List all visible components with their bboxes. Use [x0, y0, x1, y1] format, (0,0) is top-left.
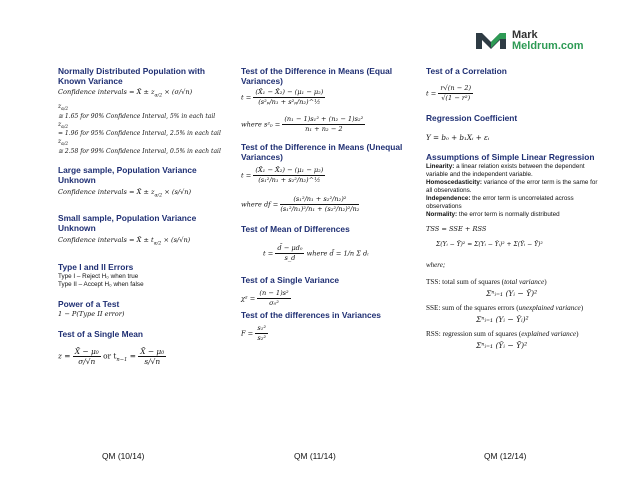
formula-ci-known-text: Confidence intervals = X̄ ± z [58, 88, 155, 96]
formula-lhs: F = [241, 329, 254, 338]
z-label-99 [58, 138, 230, 148]
z-value-95: = 1.96 for 95% Confidence Interval, 2.5% in each tail [58, 130, 221, 138]
formula-tail: × (σ/√n) [164, 88, 193, 96]
z-symbol: z [58, 120, 62, 128]
assumption-linearity [426, 163, 604, 179]
fraction-denominator: σ₀² [269, 299, 279, 307]
formula-tss-decomposition: TSS = SSE + RSS [426, 225, 487, 233]
fraction [438, 84, 473, 103]
formula-or: or t [103, 351, 117, 361]
column-qm11 [241, 62, 417, 343]
fraction-numerator: X̄ − μ₀ [74, 347, 99, 357]
logo-line1: Mark [512, 29, 538, 41]
assumption-term: Normality: [426, 211, 458, 218]
heading-diff-means-unequal: Test of the Difference in Means (Unequal Variances) [241, 142, 403, 162]
fraction-numerator: (s₁²/n₁ + s₂²/n₂)² [280, 195, 359, 205]
definition-emphasis: unexplained variance [518, 304, 581, 312]
formula-lhs: χ² = [241, 294, 256, 303]
definition-label: SSE: sum of the squares errors ( [426, 304, 519, 312]
assumption-term: Homoscedasticity: [426, 179, 482, 186]
formula-f-test [241, 324, 417, 343]
z-symbol: z [58, 138, 62, 146]
z-label-95 [58, 121, 230, 131]
z-label-90 [58, 103, 230, 113]
heading-regression: Regression Coefficient [426, 113, 518, 123]
sse-definition [426, 304, 604, 313]
z-sub: α/2 [61, 106, 69, 112]
fraction-numerator: s₁² [257, 324, 266, 332]
formula-sub: α/2 [154, 193, 163, 199]
formula-regression: Y = b₀ + b₁Xᵢ + εᵢ [426, 133, 490, 142]
column-qm12 [426, 62, 604, 352]
heading-small-sample: Small sample, Population Variance Unknown [58, 212, 197, 233]
formula-chi-square [241, 289, 417, 308]
heading-large-sample: Large sample, Population Variance Unknown [58, 165, 197, 186]
type-i-error: Type I – Reject H₀ when true [58, 273, 139, 281]
formula-sse: Σⁿᵢ₌₁ (Yᵢ − Ŷᵢ)² [476, 315, 529, 324]
fraction-denominator: (s₁²/n₁)²/n₁ + (s₂²/n₂)²/n₂ [280, 205, 360, 213]
fraction-numerator: X̄ − μ₀ [140, 347, 165, 357]
fraction [138, 347, 166, 366]
page-label-qm10: QM (10/14) [102, 451, 145, 461]
fraction-denominator: s_d̄ [284, 254, 296, 262]
fraction-numerator: (X̄₁ − X̄₂) − (μ₁ − μ₂) [255, 166, 324, 174]
logo-line2: Meldrum.com [512, 40, 584, 52]
brand-logo[interactable] [476, 30, 584, 52]
z-value-99: ≅ 2.58 for 99% Confidence Interval, 0.5% in each tail [58, 147, 221, 155]
z-sub: α/2 [61, 141, 69, 147]
formula-ci-known [58, 88, 230, 100]
formula-equals: = [129, 351, 136, 361]
logo-text [512, 30, 584, 52]
heading-diff-means-equal: Test of the Difference in Means (Equal Variances) [241, 66, 393, 86]
fraction-denominator: (s₁²/n₁ + s₂²/n₂)^½ [258, 176, 321, 184]
heading-type-errors: Type I and II Errors [58, 262, 134, 273]
fraction [253, 166, 325, 185]
fraction [275, 244, 304, 263]
definition-end: ) [544, 278, 547, 286]
formula-lhs: where df = [241, 200, 279, 209]
heading-single-variance: Test of a Single Variance [241, 275, 340, 285]
formula-sum-squares: Σ(Yᵢ − Ȳ)² = Σ(Yᵢ − Ŷᵢ)² + Σ(Ŷᵢ − Ȳ)² [436, 241, 543, 248]
formula-tail: × (s/√n) [164, 188, 192, 197]
formula-lhs: t = [241, 171, 252, 180]
formula-mean-differences [241, 244, 417, 263]
type-ii-error: Type II – Accept H₀ when false [58, 281, 144, 289]
page-label-qm12: QM (12/14) [484, 451, 527, 461]
formula-sub: n−1 [116, 357, 128, 364]
formula-lhs: t = [426, 89, 437, 98]
formula-power: 1 − P(Type II error) [58, 310, 125, 319]
where-label: where; [426, 261, 446, 269]
assumption-normality [426, 211, 604, 219]
fraction-numerator: (n − 1)s² [259, 289, 289, 297]
formula-t-unequal [241, 166, 417, 185]
z-value-90: ≅ 1.65 for 90% Confidence Interval, 5% in each tail [58, 113, 216, 121]
heading-correlation: Test of a Correlation [426, 66, 507, 76]
fraction [253, 88, 325, 107]
page-label-qm11: QM (11/14) [294, 451, 336, 461]
tss-definition [426, 278, 604, 287]
formula-rhs: 1/n Σ dᵢ [343, 249, 369, 258]
definition-label: TSS: total sum of squares ( [426, 278, 505, 286]
formula-tss: Σⁿᵢ₌₁ (Yᵢ − Ȳ)² [486, 289, 538, 298]
heading-diff-variances: Test of the differences in Variances [241, 310, 381, 320]
formula-lhs: where s²ₚ = [241, 120, 281, 129]
formula-single-mean [58, 347, 230, 366]
assumption-text: the error term is uncorrelated across observations [426, 195, 574, 210]
formula-sub: α/2 [154, 93, 163, 99]
definition-end: ) [580, 304, 584, 312]
formula-ci-large [58, 188, 230, 200]
fraction [280, 195, 359, 214]
formula-pooled-variance [241, 115, 417, 134]
formula-df [241, 195, 417, 214]
heading-single-mean: Test of a Single Mean [58, 329, 144, 340]
formula-text: Confidence intervals = X̄ ± t [58, 235, 154, 244]
fraction [282, 115, 365, 134]
formula-lhs: t = [241, 93, 252, 102]
fraction-denominator: √(1 − r²) [441, 94, 471, 102]
column-qm10 [58, 62, 230, 366]
fraction-numerator: r√(n − 2) [440, 84, 472, 92]
assumption-text: a linear relation exists between the dependent variable and the independent variable. [426, 163, 585, 178]
heading-assumptions: Assumptions of Simple Linear Regression [426, 152, 595, 162]
assumption-text: variance of the error term is the same for all observations. [426, 179, 598, 194]
assumption-homoscedasticity [426, 179, 604, 195]
formula-tail: × (s/√n) [163, 235, 191, 244]
formula-where: where d̄ = [306, 249, 342, 258]
logo-mark-icon [476, 31, 506, 51]
fraction [257, 289, 290, 308]
assumption-independence [426, 195, 604, 211]
fraction-denominator: σ/√n [78, 357, 96, 367]
fraction-denominator: s/√n [144, 357, 161, 367]
definition-label: RSS: regression sum of squares ( [426, 330, 522, 338]
fraction [255, 324, 268, 343]
fraction [73, 347, 101, 366]
formula-rss: Σⁿᵢ₌₁ (Ŷᵢ − Ȳ)² [476, 341, 528, 350]
heading-known-variance: Normally Distributed Population with Known Variance [58, 66, 206, 86]
formula-lhs: t = [263, 249, 274, 258]
formula-t-equal [241, 88, 417, 107]
z-symbol: z [58, 103, 62, 111]
fraction-denominator: s₂² [257, 334, 266, 342]
formula-text: Confidence intervals = X̄ ± z [58, 188, 155, 197]
heading-mean-differences: Test of Mean of Differences [241, 224, 350, 234]
assumption-text: the error term is normally distributed [457, 211, 560, 218]
fraction-numerator: (X̄₁ − X̄₂) − (μ₁ − μ₂) [255, 88, 324, 96]
formula-z-lhs: z = [58, 351, 71, 361]
formula-correlation-t [426, 84, 604, 103]
formula-ci-small [58, 236, 230, 248]
heading-power: Power of a Test [58, 299, 120, 310]
z-sub: α/2 [61, 123, 69, 129]
definition-end: ) [576, 330, 579, 338]
fraction-denominator: (s²ₚ/n₁ + s²ₚ/n₂)^½ [258, 98, 321, 106]
assumption-term: Linearity: [426, 163, 455, 170]
formula-sub: α/2 [153, 241, 162, 247]
fraction-numerator: d̄ − μd₀ [277, 244, 303, 252]
fraction-numerator: (n₁ − 1)s₁² + (n₂ − 1)s₂² [284, 115, 364, 123]
assumption-term: Independence: [426, 195, 471, 202]
definition-emphasis: total variance [504, 278, 545, 286]
definition-emphasis: explained variance [521, 330, 577, 338]
z-values-list [58, 103, 230, 155]
rss-definition [426, 330, 604, 339]
fraction-denominator: n₁ + n₂ − 2 [305, 125, 343, 133]
